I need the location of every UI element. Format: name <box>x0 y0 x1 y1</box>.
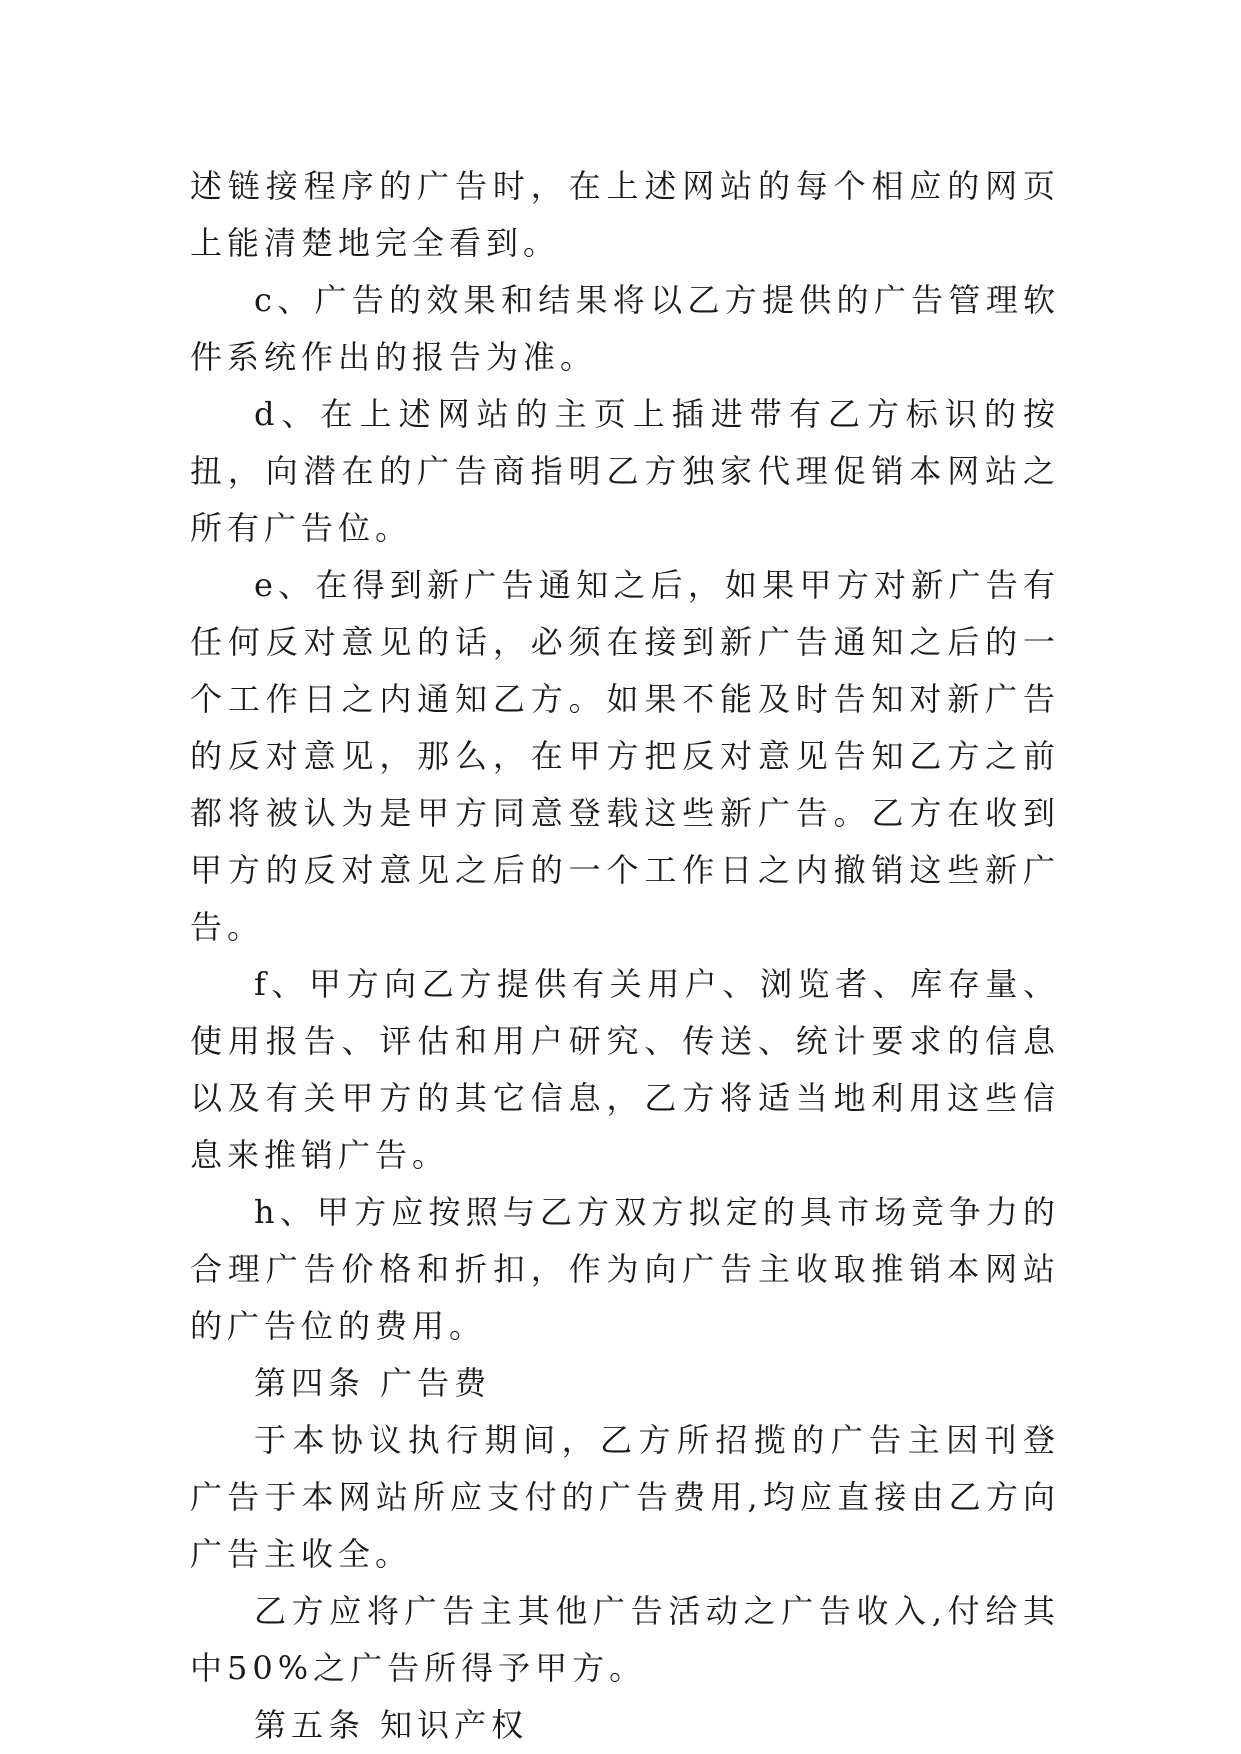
section-heading-article-4: 第四条 广告费 <box>254 1364 492 1402</box>
paragraph-item-h: h、甲方应按照与乙方双方拟定的具市场竞争力的合理广告价格和折扣，作为向广告主收取推销本网站的广告位的费用。 <box>190 1193 1060 1345</box>
paragraph-continuation: 述链接程序的广告时，在上述网站的每个相应的网页上能清楚地完全看到。 <box>190 167 1060 262</box>
document-body <box>190 158 1060 1754</box>
paragraph-item-d: d、在上述网站的主页上插进带有乙方标识的按扭，向潜在的广告商指明乙方独家代理促销本网站之所有广告位。 <box>190 395 1060 547</box>
section-heading-article-5: 第五条 知识产权 <box>254 1706 529 1744</box>
paragraph-item-f: f、甲方向乙方提供有关用户、浏览者、库存量、使用报告、评估和用户研究、传送、统计要求的信息以及有关甲方的其它信息，乙方将适当地利用这些信息来推销广告。 <box>190 965 1060 1174</box>
paragraph-ad-revenue-share: 乙方应将广告主其他广告活动之广告收入,付给其中50%之广告所得予甲方。 <box>190 1592 1060 1687</box>
paragraph-item-e: e、在得到新广告通知之后，如果甲方对新广告有任何反对意见的话，必须在接到新广告通知之后的一个工作日之内通知乙方。如果不能及时告知对新广告的反对意见，那么，在甲方把反对意见告知乙方之前都将被认为是甲方同意登载这些新广告。乙方在收到甲方的反对意见之后的一个工作日之内撤销这些新广告。 <box>190 566 1060 946</box>
paragraph-item-c: c、广告的效果和结果将以乙方提供的广告管理软件系统作出的报告为准。 <box>190 281 1060 376</box>
paragraph-ad-fee-collection: 于本协议执行期间，乙方所招揽的广告主因刊登广告于本网站所应支付的广告费用,均应直接由乙方向广告主收全。 <box>190 1421 1060 1573</box>
